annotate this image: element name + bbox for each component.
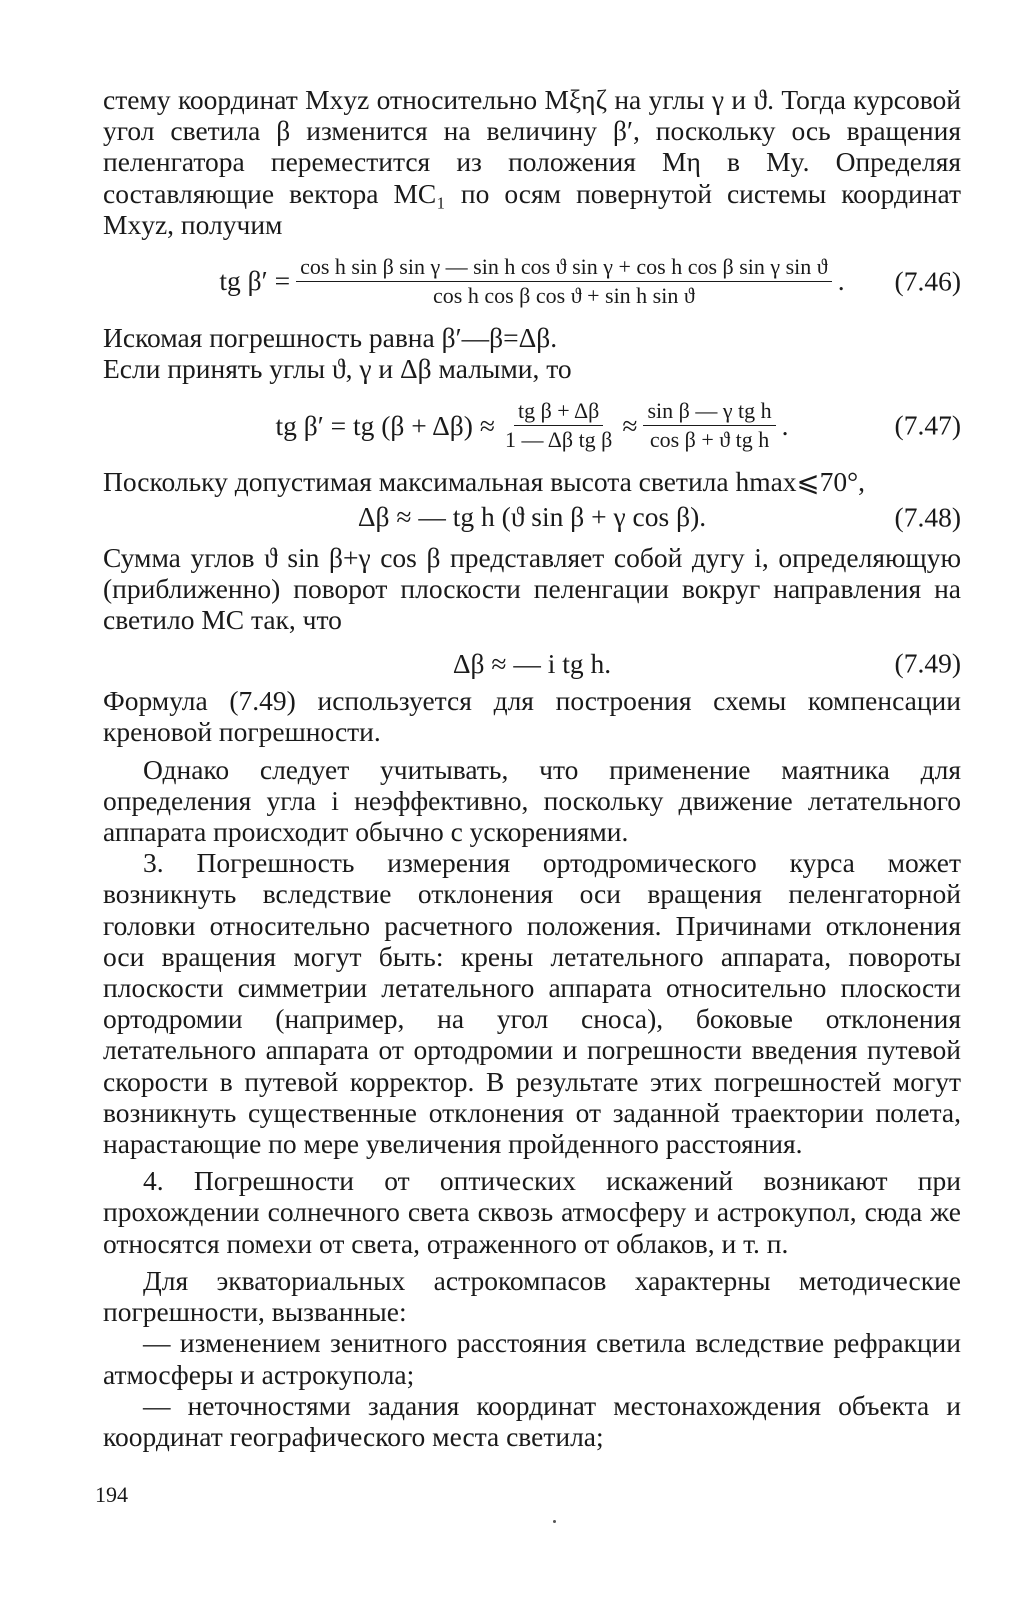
equation-7-48	[103, 498, 961, 536]
equation-body: Δβ ≈ — tg h (ϑ sin β + γ cos β).	[357, 501, 707, 533]
fraction-numerator: sin β — γ tg h	[643, 398, 775, 426]
equation-body: Δβ ≈ — i tg h.	[452, 647, 612, 679]
paragraph: Если принять углы ϑ, γ и Δβ малыми, то	[103, 353, 572, 385]
approx-sign: ≈	[622, 409, 638, 441]
equation-7-49	[103, 641, 961, 685]
paragraph: — неточностями задания координат местонахождения объекта и координат географического места светила;	[103, 1389, 961, 1452]
paragraph: стему координат Mxyz относительно Mξηζ на углы γ и ϑ. Тогда курсовой угол светила β изменится на величину β′, поскольку ось вращения пеленгатора переместится из положения Mη в My. Определяя составляющие вектора MC₁ по осям повернутой системы координат Mxyz, получим	[103, 84, 961, 240]
paragraph: Поскольку допустимая максимальная высота светила hmax⩽70°,	[103, 466, 865, 498]
paragraph: Искомая погрешность равна β′—β=Δβ.	[103, 322, 558, 354]
page-number: 194	[95, 1482, 128, 1507]
equation-number: (7.48)	[894, 501, 961, 533]
equation-number: (7.46)	[894, 265, 961, 297]
page-body	[103, 84, 961, 1452]
equation-7-47	[103, 390, 961, 460]
paragraph: Для экваториальных астрокомпасов характерны методические погрешности, вызванные:	[103, 1264, 961, 1328]
equation-7-46	[103, 246, 961, 316]
equation-lhs: tg β′ =	[219, 265, 291, 297]
fraction-denominator: cos h cos β cos ϑ + sin h sin ϑ	[433, 282, 695, 308]
equation-lhs: tg β′ = tg (β + Δβ) ≈	[275, 409, 495, 441]
equation-tail: .	[781, 409, 789, 441]
fraction	[501, 398, 616, 453]
fraction-denominator: cos β + ϑ tg h	[649, 426, 770, 452]
paragraph: 3. Погрешность измерения ортодромического курса может возникнуть вследствие отклонения оси вращения пеленгаторной головки относительно расчетного положения. Причинами отклонения оси вращения могут быть: крены летательного аппарата, повороты плоскости симметрии летательного аппарата относительно плоскости ортодромии (например, на угол сноса), боковые отклонения летательного аппарата от ортодромии и погрешности введения путевой скорости в путевой корректор. В результате этих погрешностей могут возникнуть существенные отклонения от заданной траектории полета, нарастающие по мере увеличения пройденного расстояния.	[103, 847, 961, 1160]
fraction-numerator: tg β + Δβ	[514, 398, 603, 426]
paragraph: Сумма углов ϑ sin β+γ cos β представляет собой дугу i, определяющую (приближенно) поворот плоскости пеленгации вокруг направления на светило MC так, что	[103, 541, 961, 636]
equation-tail: .	[837, 265, 845, 297]
print-speck	[553, 1520, 556, 1523]
fraction-numerator: cos h sin β sin γ — sin h cos ϑ sin γ + cos h cos β sin γ sin ϑ	[296, 254, 832, 282]
equation-number: (7.49)	[894, 647, 961, 679]
fraction	[296, 254, 832, 309]
equation-number: (7.47)	[894, 409, 961, 441]
paragraph: — изменением зенитного расстояния светила вследствие рефракции атмосферы и астрокупола;	[103, 1327, 961, 1390]
paragraph: 4. Погрешности от оптических искажений возникают при прохождении солнечного света сквозь атмосферу и астрокупол, сюда же относятся помехи от света, отраженного от облаков, и т. п.	[103, 1165, 961, 1259]
paragraph: Формула (7.49) используется для построения схемы компенсации креновой погрешности.	[103, 685, 961, 748]
fraction	[643, 398, 775, 453]
fraction-denominator: 1 — Δβ tg β	[504, 426, 613, 452]
paragraph: Однако следует учитывать, что применение маятника для определения угла i неэффективно, поскольку движение летательного аппарата происходит обычно с ускорениями.	[103, 753, 961, 848]
